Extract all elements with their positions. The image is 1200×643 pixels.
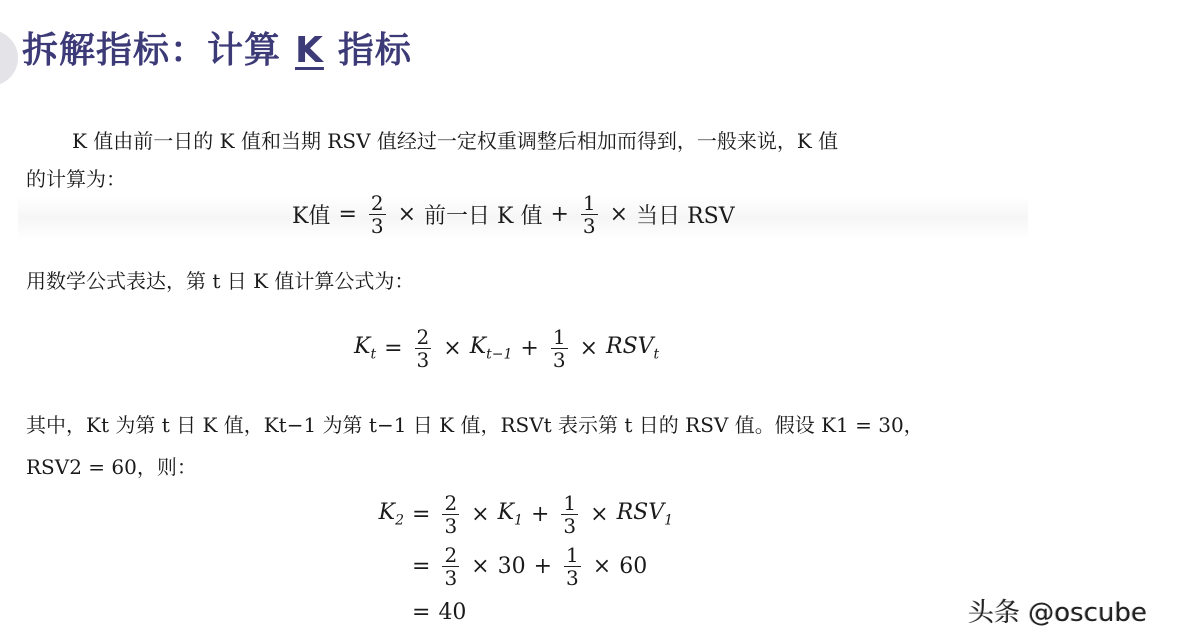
frac-num: 2	[444, 490, 458, 515]
frac-den: 3	[552, 348, 566, 372]
ex-lhs: $K_2$	[378, 499, 404, 529]
f1-eq: =	[338, 202, 357, 227]
frac-num: 2	[444, 542, 458, 567]
example-row-2	[362, 540, 673, 592]
ex-frac1	[442, 492, 459, 537]
frac-num: 2	[416, 325, 430, 349]
ex-times: ×	[592, 553, 612, 579]
watermark: 头条 @oscube	[968, 598, 1147, 628]
paragraph-1-line-2: 的计算为：	[26, 167, 126, 191]
ex-frac1	[442, 544, 459, 589]
ex-frac2	[564, 544, 581, 589]
title-suffix: 指标	[337, 30, 412, 71]
f2-term1: $K_{t-1}$	[469, 334, 513, 363]
frac-den: 3	[444, 565, 458, 590]
ex-eq: =	[412, 553, 431, 579]
ex-times: ×	[590, 501, 609, 527]
paragraph-1-line-1: K 值由前一日的 K 值和当期 RSV 值经过一定权重调整后相加而得到，一般来说，K 值	[72, 129, 839, 153]
frac-den: 3	[563, 513, 577, 538]
ex-eq: =	[412, 501, 431, 527]
frac-den: 3	[370, 214, 384, 238]
ex-result: 40	[438, 599, 467, 625]
ex-plus: +	[533, 553, 553, 579]
frac-num: 1	[552, 325, 566, 349]
f1-term2: 当日 RSV	[636, 204, 735, 229]
example-row-1	[362, 488, 673, 540]
frac-num: 2	[370, 191, 384, 215]
frac-num: 1	[582, 191, 596, 215]
f1-frac2	[581, 192, 598, 237]
frac-den: 3	[582, 214, 596, 238]
f2-times1: ×	[443, 336, 462, 361]
paragraph-3-line-1: 其中，Kt 为第 t 日 K 值，Kt−1 为第 t−1 日 K 值，RSVt 表示第 t 日的 RSV 值。假设 K1 = 30，	[26, 413, 924, 437]
f2-eq: =	[384, 336, 403, 361]
ex-frac2	[561, 492, 578, 537]
ex-times: ×	[471, 501, 490, 527]
example-row-3	[362, 592, 673, 632]
frac-den: 3	[416, 348, 430, 372]
f1-lhs: K值	[292, 204, 331, 229]
f1-term1: 前一日 K 值	[424, 204, 543, 229]
ex-val2: 60	[619, 553, 648, 579]
f1-times2: ×	[609, 202, 629, 227]
paragraph-3-line-2: RSV2 = 60，则：	[26, 455, 197, 479]
title-symbol: K	[295, 30, 324, 71]
ex-val1: 30	[497, 553, 526, 579]
decorative-circle	[0, 30, 18, 86]
f1-plus: +	[550, 202, 569, 227]
f2-frac2	[551, 326, 568, 371]
f2-term2: $RSV_t$	[606, 334, 660, 363]
paragraph-2: 用数学公式表达，第 t 日 K 值计算公式为：	[26, 269, 415, 293]
f2-plus: +	[520, 336, 539, 361]
ex-plus: +	[530, 501, 550, 527]
example-equations	[362, 488, 673, 632]
f1-frac1	[369, 192, 386, 237]
f2-frac1	[415, 326, 432, 371]
frac-den: 3	[444, 513, 458, 538]
title-prefix: 拆解指标：计算	[22, 30, 282, 71]
ex-eq: =	[412, 599, 431, 625]
formula-2	[354, 326, 659, 371]
formula-1	[292, 192, 735, 237]
frac-num: 1	[563, 490, 577, 515]
ex-term1: $K_1$	[497, 499, 523, 529]
f2-times2: ×	[579, 336, 598, 361]
frac-den: 3	[566, 565, 579, 590]
frac-num: 1	[566, 542, 579, 567]
ex-term2: $RSV_1$	[616, 499, 674, 529]
ex-times: ×	[471, 553, 490, 579]
page-title	[22, 22, 412, 73]
f2-lhs: $K_t$	[354, 334, 377, 363]
f1-times1: ×	[397, 202, 417, 227]
